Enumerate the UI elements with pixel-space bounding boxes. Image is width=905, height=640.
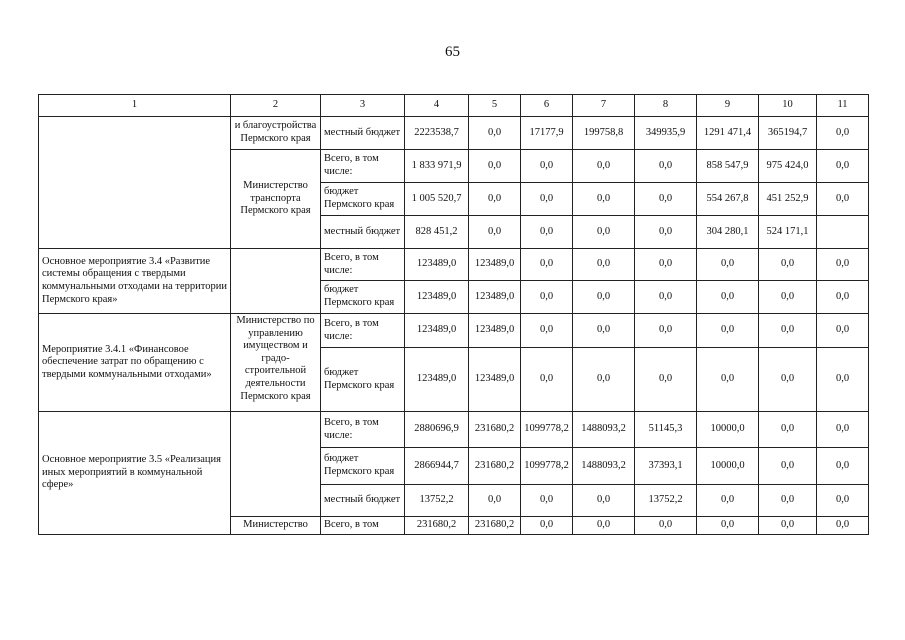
value-cell: 554 267,8 [697, 183, 759, 216]
value-cell: 0,0 [635, 249, 697, 281]
value-cell: 0,0 [817, 485, 869, 517]
value-cell: 0,0 [635, 348, 697, 412]
value-cell: 0,0 [817, 448, 869, 485]
value-cell: 123489,0 [405, 314, 469, 348]
funding-source: Всего, в том числе: [321, 249, 405, 281]
value-cell: 0,0 [573, 150, 635, 183]
value-cell: 10000,0 [697, 448, 759, 485]
value-cell: 0,0 [521, 249, 573, 281]
value-cell [817, 216, 869, 249]
executor-cell: Министерство [231, 517, 321, 535]
table-row [39, 314, 869, 348]
value-cell: 365194,7 [759, 117, 817, 150]
value-cell: 231680,2 [469, 448, 521, 485]
value-cell: 0,0 [817, 314, 869, 348]
value-cell: 0,0 [697, 485, 759, 517]
executor-cell: Министерство транспорта Пермского края [231, 150, 321, 249]
column-header: 2 [231, 95, 321, 117]
value-cell: 0,0 [469, 117, 521, 150]
value-cell: 123489,0 [469, 348, 521, 412]
value-cell: 0,0 [573, 249, 635, 281]
value-cell: 0,0 [817, 117, 869, 150]
value-cell: 0,0 [521, 281, 573, 314]
budget-table [38, 94, 869, 535]
column-header: 5 [469, 95, 521, 117]
column-header: 6 [521, 95, 573, 117]
column-header: 1 [39, 95, 231, 117]
value-cell: 828 451,2 [405, 216, 469, 249]
funding-source: бюджет Пермского края [321, 281, 405, 314]
value-cell: 0,0 [635, 517, 697, 535]
event-title: Основное мероприятие 3.5 «Реализация иных мероприятий в коммунальной сфере» [39, 412, 231, 535]
value-cell: 231680,2 [405, 517, 469, 535]
executor-cell-empty [231, 412, 321, 517]
value-cell: 0,0 [759, 485, 817, 517]
value-cell: 17177,9 [521, 117, 573, 150]
column-header: 3 [321, 95, 405, 117]
value-cell: 0,0 [521, 150, 573, 183]
value-cell: 0,0 [521, 517, 573, 535]
value-cell: 0,0 [573, 517, 635, 535]
value-cell: 1488093,2 [573, 412, 635, 448]
column-header: 7 [573, 95, 635, 117]
value-cell: 0,0 [573, 348, 635, 412]
value-cell: 37393,1 [635, 448, 697, 485]
value-cell: 0,0 [573, 485, 635, 517]
value-cell: 123489,0 [469, 314, 521, 348]
value-cell: 0,0 [635, 150, 697, 183]
value-cell: 13752,2 [405, 485, 469, 517]
executor-cell-empty [231, 249, 321, 314]
funding-source: бюджет Пермского края [321, 448, 405, 485]
value-cell: 0,0 [521, 314, 573, 348]
value-cell: 858 547,9 [697, 150, 759, 183]
value-cell: 1 833 971,9 [405, 150, 469, 183]
value-cell: 231680,2 [469, 412, 521, 448]
value-cell: 0,0 [521, 216, 573, 249]
funding-source: местный бюджет [321, 117, 405, 150]
value-cell: 0,0 [521, 348, 573, 412]
value-cell: 0,0 [521, 485, 573, 517]
value-cell: 0,0 [759, 348, 817, 412]
header-row [39, 95, 869, 117]
value-cell: 0,0 [697, 281, 759, 314]
value-cell: 0,0 [521, 183, 573, 216]
value-cell: 0,0 [759, 249, 817, 281]
funding-source: бюджет Пермского края [321, 348, 405, 412]
value-cell: 0,0 [573, 281, 635, 314]
funding-source: Всего, в том числе: [321, 412, 405, 448]
value-cell: 0,0 [573, 216, 635, 249]
value-cell: 0,0 [697, 517, 759, 535]
value-cell: 0,0 [635, 281, 697, 314]
value-cell: 51145,3 [635, 412, 697, 448]
value-cell: 1099778,2 [521, 448, 573, 485]
value-cell: 123489,0 [405, 249, 469, 281]
value-cell: 0,0 [635, 183, 697, 216]
value-cell: 0,0 [635, 216, 697, 249]
value-cell: 0,0 [817, 517, 869, 535]
value-cell: 304 280,1 [697, 216, 759, 249]
column-header: 4 [405, 95, 469, 117]
value-cell: 123489,0 [469, 281, 521, 314]
value-cell: 0,0 [759, 448, 817, 485]
value-cell: 0,0 [759, 314, 817, 348]
value-cell: 0,0 [469, 216, 521, 249]
column-header: 8 [635, 95, 697, 117]
value-cell: 199758,8 [573, 117, 635, 150]
value-cell: 0,0 [817, 183, 869, 216]
value-cell: 1099778,2 [521, 412, 573, 448]
value-cell: 0,0 [759, 281, 817, 314]
value-cell: 0,0 [697, 249, 759, 281]
value-cell: 2223538,7 [405, 117, 469, 150]
value-cell: 975 424,0 [759, 150, 817, 183]
value-cell: 0,0 [573, 314, 635, 348]
executor-cell: Министерство по управлению имуществом и градо-строительной деятельности Пермского края [231, 314, 321, 412]
column-header: 10 [759, 95, 817, 117]
table-row [39, 117, 869, 150]
value-cell: 1488093,2 [573, 448, 635, 485]
event-title: Основное мероприятие 3.4 «Развитие системы обращения с твердыми коммунальными отходами на территории Пермского края» [39, 249, 231, 314]
value-cell: 524 171,1 [759, 216, 817, 249]
value-cell: 0,0 [759, 412, 817, 448]
value-cell: 0,0 [697, 314, 759, 348]
value-cell: 0,0 [759, 517, 817, 535]
value-cell: 0,0 [817, 348, 869, 412]
page-number: 65 [445, 44, 460, 60]
funding-source: Всего, в том [321, 517, 405, 535]
value-cell: 451 252,9 [759, 183, 817, 216]
funding-source: Всего, в том числе: [321, 150, 405, 183]
funding-source: местный бюджет [321, 216, 405, 249]
funding-source: бюджет Пермского края [321, 183, 405, 216]
table-row [39, 412, 869, 448]
column-header: 9 [697, 95, 759, 117]
value-cell: 1 005 520,7 [405, 183, 469, 216]
funding-source: Всего, в том числе: [321, 314, 405, 348]
value-cell: 1291 471,4 [697, 117, 759, 150]
value-cell: 10000,0 [697, 412, 759, 448]
value-cell: 0,0 [635, 314, 697, 348]
value-cell: 349935,9 [635, 117, 697, 150]
column-header: 11 [817, 95, 869, 117]
event-cell-empty [39, 117, 231, 249]
value-cell: 0,0 [817, 412, 869, 448]
table-row [39, 249, 869, 281]
value-cell: 0,0 [469, 150, 521, 183]
value-cell: 0,0 [697, 348, 759, 412]
value-cell: 0,0 [817, 281, 869, 314]
value-cell: 0,0 [573, 183, 635, 216]
event-title: Мероприятие 3.4.1 «Финансовое обеспечение затрат по обращению с твердыми коммунальными отходами» [39, 314, 231, 412]
value-cell: 2880696,9 [405, 412, 469, 448]
value-cell: 0,0 [817, 249, 869, 281]
value-cell: 123489,0 [405, 281, 469, 314]
value-cell: 123489,0 [469, 249, 521, 281]
value-cell: 231680,2 [469, 517, 521, 535]
value-cell: 0,0 [469, 485, 521, 517]
funding-source: местный бюджет [321, 485, 405, 517]
value-cell: 123489,0 [405, 348, 469, 412]
value-cell: 2866944,7 [405, 448, 469, 485]
value-cell: 0,0 [469, 183, 521, 216]
value-cell: 13752,2 [635, 485, 697, 517]
executor-cell: и благоустройства Пермского края [231, 117, 321, 150]
value-cell: 0,0 [817, 150, 869, 183]
